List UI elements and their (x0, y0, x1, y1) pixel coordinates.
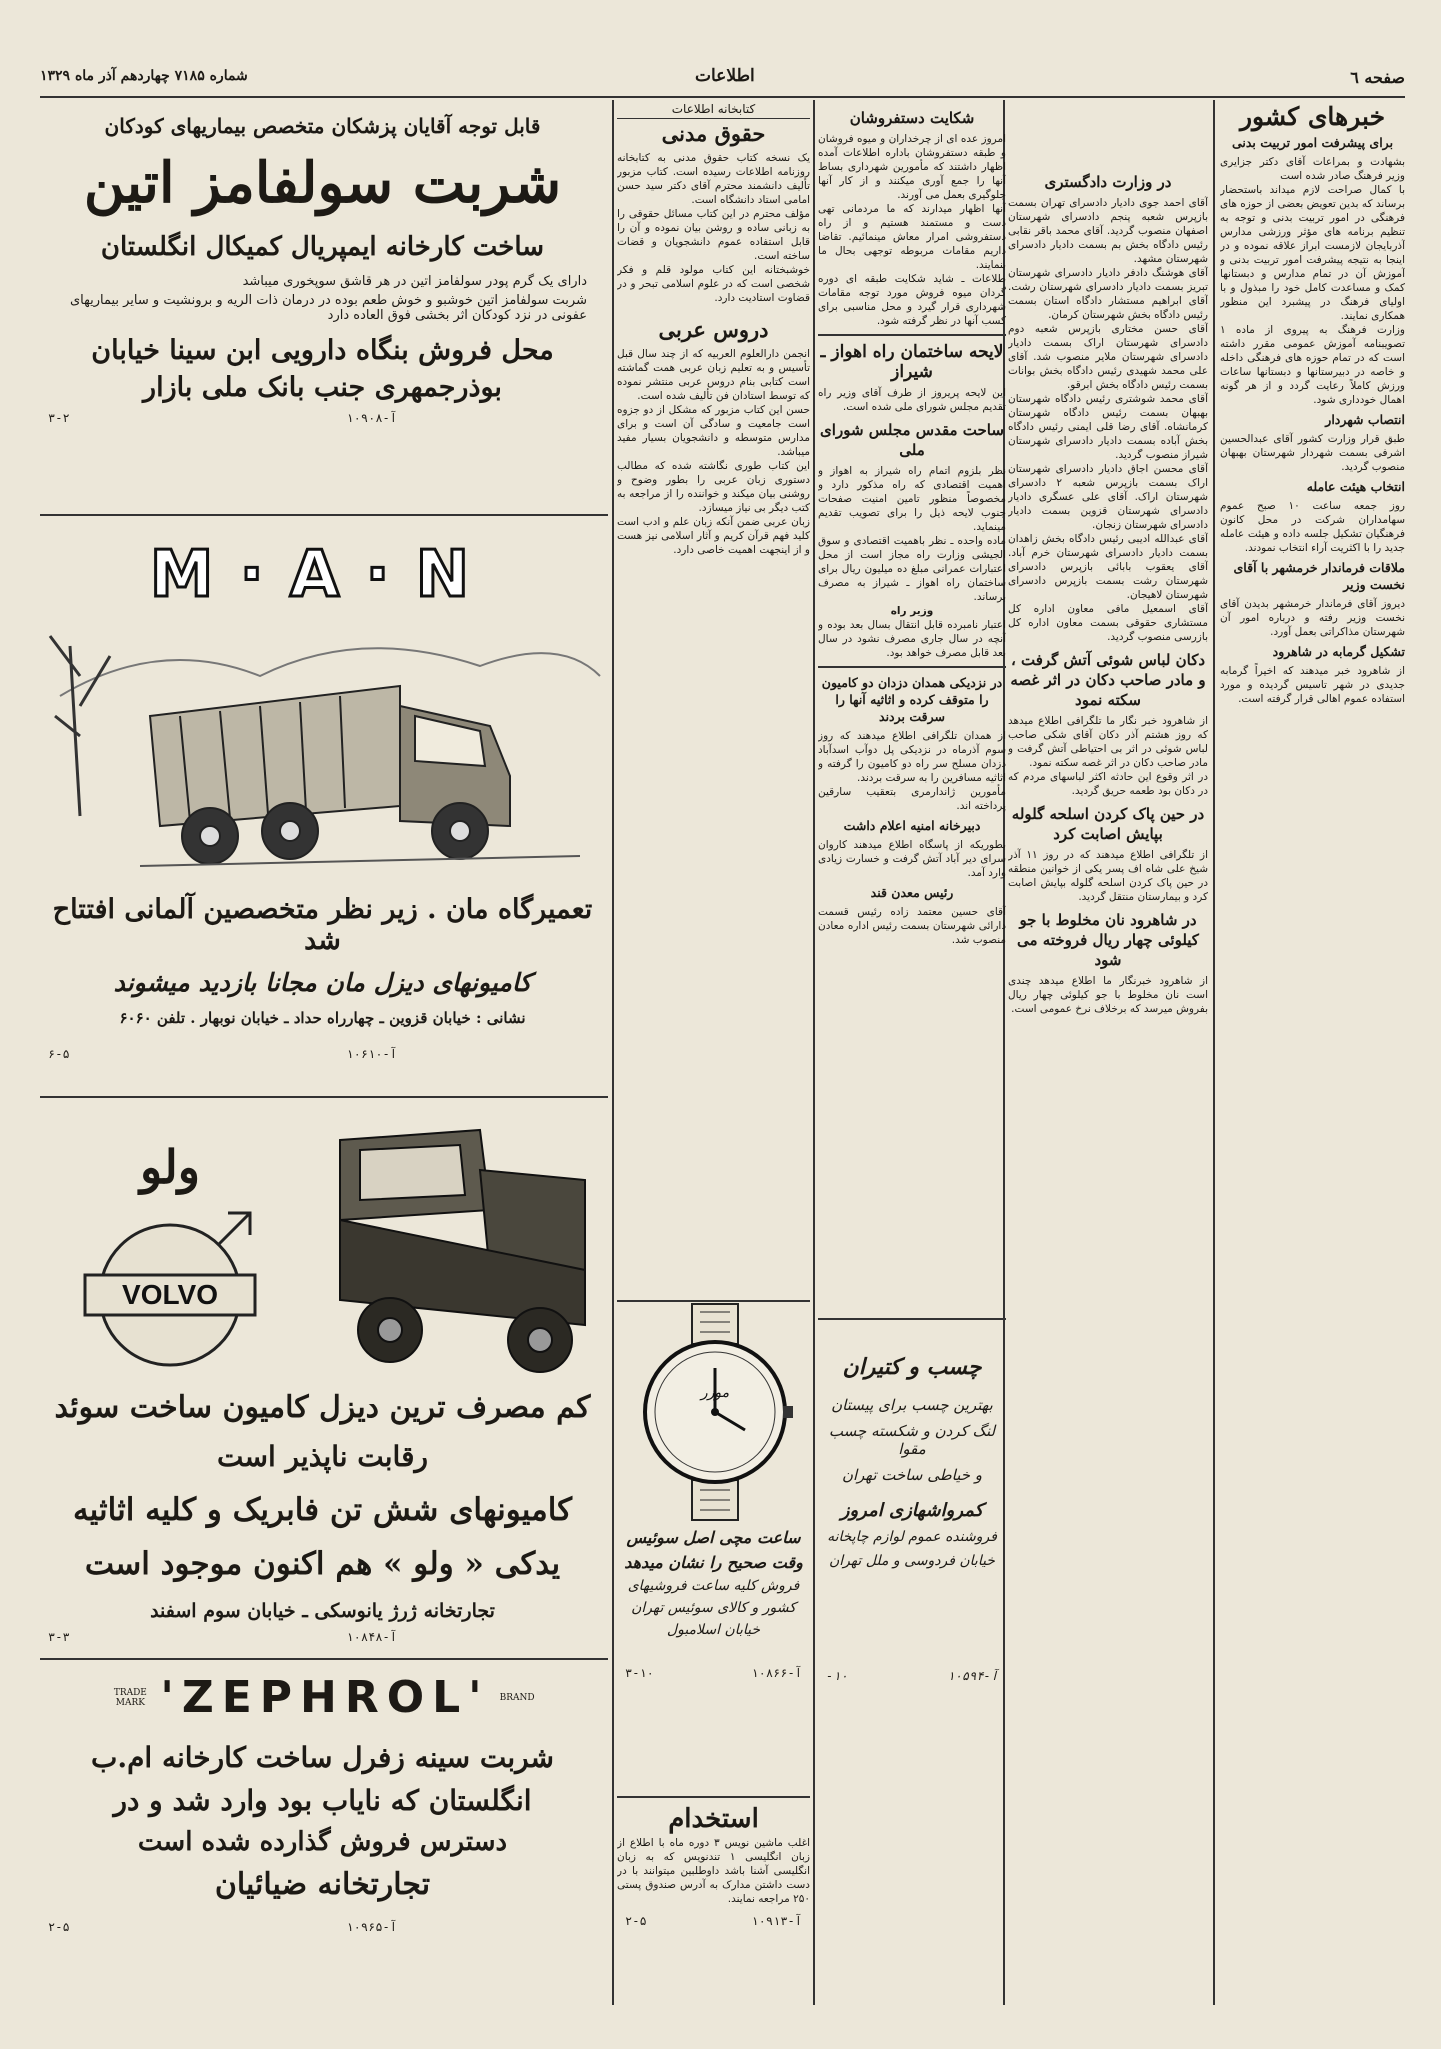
civil-law-p1: یک نسخه کتاب حقوق مدنی به کتابخانه روزنامه اطلاعات رسیده است. کتاب مزبور تألیف دانشمند محترم آقای دکتر سید حسن امامی استاد دانشگاه است. (617, 152, 810, 206)
man-truck-illustration (40, 616, 605, 886)
sulfa-top: قابل توجه آقایان پزشکان متخصص بیماریهای کودکان (104, 114, 541, 138)
volvo-code: آ-۱۰۸۴۸ (346, 1630, 397, 1644)
bread-heading: در شاهرود نان مخلوط با جو کیلوئی چهار ریال فروخته می شود (1017, 911, 1199, 969)
truck-icon (50, 636, 600, 866)
watch-code-row (617, 1666, 810, 1680)
ad-divider (40, 1096, 608, 1098)
zephrol-code-row (40, 1920, 605, 1934)
road-p4: اعتبار نامبرده قابل انتقال بسال بعد بوده و آنچه در سال جاری مصرف نشود در سال بعد قابل مصرف خواهد بود. (818, 619, 1006, 659)
theft-p2: مأمورین ژاندارمری بتعقیب سارقین پرداخته اند. (818, 786, 1006, 812)
man-code: آ-۱۰۶۱۰ (346, 1047, 397, 1061)
volvo-logo: VOLVO (122, 1279, 218, 1310)
volvo-truck-icon (340, 1130, 585, 1372)
volvo-line2: رقابت ناپذیر است (216, 1440, 428, 1473)
column-divider (813, 100, 815, 2005)
vendors-column (818, 102, 1006, 1312)
man-line1: تعمیرگاه مان . زیر نظر متخصصین آلمانی افتتاح شد (52, 894, 593, 956)
chief-heading: رئیس معدن قند (870, 885, 954, 900)
glue-ad-line4: و خیاطی ساخت تهران (841, 1466, 983, 1484)
theft-heading: در نزدیکی همدان دزدان دو کامیون را متوقف کرده و اثاثیه آنها را سرقت بردند (821, 675, 1003, 724)
hire-text: اغلب ماشین نویس ۳ دوره ماه با اطلاع از زبان انگلیسی ۱ تندنویس که به زبان انگلیسی آشنا باشد داوطلبین میتوانند با در دست داشتن مدارک به آدرس صندوق پستی ۲۵۰ مراجعه نمایند. (617, 1837, 810, 1905)
sulfa-ad (40, 102, 605, 512)
arabic-p2: حسن این کتاب مزبور که مشکل از دو جزوه است جامعیت و سادگی آن است و برای مدارس متوسطه و دانشجویان بسیار مفید میباشد. (617, 404, 810, 458)
zephrol-code: آ-۱۰۹۶۵ (346, 1920, 397, 1934)
meeting-body: دیروز آقای فرماندار خرمشهر بدیدن آقای نخست وزیر رفته و درباره امور آن شهرستان مذاکراتی بعمل آورد. (1220, 598, 1405, 638)
hotel-body: بطوریکه از پاسگاه اطلاع میدهند کاروان سرای دیر آباد آتش گرفت و خسارت زیادی وارد آمد. (818, 839, 1006, 879)
watch-ad-line1: ساعت مچی اصل سوئیس (626, 1528, 801, 1547)
road-subheading: ساحت مقدس مجلس شورای ملی (820, 421, 1004, 459)
justice-p1: آقای احمد جوی دادیار دادسرای تهران بسمت بازپرس شعبه پنجم دادسرای شهرستان اصفهان منصوب گردید. آقای محمد باقر نقابی رئیس دادگاه بخش بم بسمت دادیار دادسرای شهرستان مشهد. (1008, 197, 1208, 265)
bath-heading: تشکیل گرمابه در شاهرود (1272, 644, 1405, 659)
section-rule (818, 334, 1006, 336)
volvo-line3: کامیونهای شش تن فابریک و کلیه اثاثیه (73, 1492, 572, 1528)
appoint-heading: انتصاب شهردار (1325, 412, 1405, 427)
zephrol-trademark: TRADE MARK (113, 1687, 147, 1708)
justice-p6: آقای عبدالله ادیبی رئیس دادگاه بخش زاهدان بسمت دادیار دادسرای شهرستان خرم آباد. آقای یعقوب بابائی بازپرس دادسرای شهرستان رشت بسمت بازپرس دادسرای شهرستان لاهیجان. (1008, 533, 1208, 601)
man-line2: کامیونهای دیزل مان مجانا بازدید میشوند (113, 968, 532, 997)
volvo-ad (40, 1100, 605, 1655)
glue-ad-code: آ-۱۰۵۹۴ (947, 1669, 998, 1683)
volvo-title: ولو (140, 1140, 200, 1194)
sulfa-addr: بوذرجمهری جنب بانک ملی بازار (143, 372, 502, 403)
ad-divider (40, 1658, 608, 1660)
road-p1: این لایحه پریروز از طرف آقای وزیر راه تقدیم مجلس شورای ملی شده است. (818, 387, 1006, 413)
justice-p4: آقای محمد شوشتری رئیس دادگاه شهرستان بهبهان بسمت رئیس دادگاه شهرستان کرمانشاه. آقای رضا قلی ایمنی رئیس دادگاه بخش آباده بسمت دادیار دادسرای شهرستان شیراز منصوب گردید. (1008, 393, 1208, 461)
bread-body: از شاهرود خبرنگار ما اطلاع میدهد چندی است نان مخلوط با جو کیلوئی چهار ریال بفروش میرسد که برخلاف نرخ عمومی است. (1008, 975, 1208, 1015)
glue-ad-code-row (818, 1669, 1006, 1683)
gun-body: از تلگرافی اطلاع میدهند که در روز ۱۱ آذر شیخ علی شاه اف پسر یکی از خوانین منطقه در حین پاک کردن اسلحه گلوله بپایش اصابت کرد و بیمارستان منتقل گردید. (1008, 849, 1208, 903)
justice-title: در وزارت دادگستری (1044, 173, 1172, 191)
road-heading: لایحه ساختمان راه اهواز ـ شیراز (820, 342, 1004, 382)
man-ad (40, 518, 605, 1093)
country-news-title: خبرهای کشور (1239, 102, 1386, 131)
meeting-heading: ملاقات فرماندار خرمشهر با آقای نخست وزیر (1233, 560, 1405, 592)
sulfa-maker: ساخت کارخانه ایمپریال کمیکال انگلستان (100, 232, 545, 262)
progress-heading: برای پیشرفت امور تربیت بدنی (1231, 135, 1394, 150)
glue-ad-line5: کمرواشهازی امروز (840, 1500, 984, 1521)
sulfa-p1: دارای یک گرم پودر سولفامز اتین در هر قاشق سوپخوری میباشد (242, 274, 587, 289)
vendors-title: شکایت دستفروشان (849, 109, 975, 127)
appoint-body: طبق قرار وزارت کشور آقای عبدالحسین اشرفی بسمت شهردار شهرستان بهبهان منصوب گردید. (1220, 433, 1405, 473)
zephrol-line1: شربت سینه زفرل ساخت کارخانه ام.ب (90, 1741, 555, 1774)
civil-law-p3: خوشبختانه این کتاب مولود قلم و فکر شخصی است که در علوم اسلامی تبحر و در قضاوت استادیت دارد. (617, 264, 810, 304)
justice-column (1008, 102, 1208, 2002)
hire-ad (617, 1796, 810, 2008)
arabic-p1: انجمن دارالعلوم العربیه که از چند سال قبل تأسیس و به تعلیم زبان عربی همت گماشته است کتابی بنام دروس عربی منتشر نموده که توسط استادان فن تألیف شده است. (617, 348, 810, 402)
header-rule (40, 96, 1405, 98)
shop-fire-heading: دکان لباس شوئی آتش گرفت ، و مادر صاحب دکان در اثر غصه سکته نمود (1010, 651, 1206, 709)
sulfa-shop: محل فروش بنگاه دارویی ابن سینا خیابان (91, 335, 554, 366)
sulfa-name: شربت سولفامز اتین (83, 150, 562, 216)
progress-lead: بشهادت و بمراعات آقای دکتر جزایری وزیر فرهنگ صادر شده است (1220, 156, 1405, 182)
justice-p3: آقای حسن مختاری بازپرس شعبه دوم دادسرای شهرستان اراک بسمت دادیار دادسرای شهرستان ملایر منصوب شد. آقای علی محمد شهیدی رئیس دادگاه بخش بوانات بسمت رئیس دادگاه بخش ابرقو. (1008, 323, 1208, 391)
watch-ad (617, 1300, 810, 1790)
glue-ad-line1: چسب و کتیران (842, 1354, 982, 1380)
column-divider (1213, 100, 1215, 2005)
zephrol-line4: تجارتخانه ضیائیان (214, 1867, 431, 1902)
vendors-p2: آنها اظهار میدارند که ما مردمانی تهی دست و مستمند هستیم و از راه دستفروشی امرار معاش مینمائیم. تقاضا داریم مقامات مربوطه توجهی بحال ما بنمایند. (818, 203, 1006, 271)
watch-code: آ-۱۰۸۶۶ (751, 1666, 802, 1680)
arabic-p4: زبان عربی ضمن آنکه زبان علم و ادب است کلید فهم قرآن کریم و آثار اسلامی نیز هست و از اینجهت اهمیت خاصی دارد. (617, 516, 810, 556)
watch-icon (645, 1304, 793, 1520)
volvo-illustration (40, 1100, 605, 1400)
road-p3: ماده واحده ـ نظر باهمیت اقتصادی و سوق الجیشی وزارت راه مجاز است از محل اعتبارات عمرانی مبلغ ده میلیون ریال برای ساختمان راه اهواز ـ شیراز به مصرف برساند. (818, 535, 1006, 603)
hire-code-row (617, 1914, 810, 1928)
library-label: کتابخانه اطلاعات (617, 102, 810, 119)
man-code-row (40, 1047, 605, 1061)
zephrol-line3: دسترس فروش گذارده شده است (137, 1827, 508, 1857)
date-line: شماره ۷۱۸۵ چهاردهم آذر ماه ۱۳۲۹ (40, 68, 248, 84)
justice-p5: آقای محسن اجاق دادیار دادسرای شهرستان اراک بسمت بازپرس شعبه ۲ دادسرای شهرستان اراک. آقای علی عسگری دادیار دادسرای شهرستان قزوین بسمت دادیار دادسرای شهرستان زنجان. (1008, 463, 1208, 531)
progress-body-2: وزارت فرهنگ به پیروی از ماده ۱ تصویبنامه آموزش عمومی مقرر داشته است که در تمام حوزه های فرهنگی داخله و خاصه در دبیرستانها و دبستانها ساعات ورزش کاملاً رعایت گردد و از هر گونه اهمال خودداری شود. (1220, 324, 1405, 406)
hotel-heading: دبیرخانه امنیه اعلام داشت (843, 818, 981, 833)
hire-code: آ-۱۰۹۱۳ (751, 1914, 802, 1928)
books-column (617, 102, 810, 1342)
sulfa-code-row (40, 411, 605, 425)
paper-name: اطلاعات (695, 66, 755, 86)
zephrol-name: 'ZEPHROL' (160, 1672, 490, 1723)
vendors-p3: طلاعات ـ شاید شکایت طبقه ای دوره گردان میوه فروش مورد توجه مقامات شهرداری قرار گیرد و محل مناسبی برای کسب آنها در نظر گرفته شود. (818, 273, 1006, 327)
volvo-code-row (40, 1630, 605, 1644)
civil-law-p2: مؤلف محترم در این کتاب مسائل حقوقی را به زبانی ساده و روشن بیان نموده و آن را قابل استفاده عموم دانشجویان و قضات ساخته است. (617, 208, 810, 262)
gun-heading: در حین پاک کردن اسلحه گلوله بپایش اصابت کرد (1011, 805, 1205, 843)
watch-ad-line2: وقت صحیح را نشان میدهد (624, 1553, 803, 1572)
man-num: ۶-۵ (48, 1047, 70, 1061)
zephrol-num: ۲-۵ (48, 1920, 70, 1934)
election-heading: انتخاب هیئت عامله (1306, 479, 1405, 494)
chief-body: آقای حسین معتمد زاده رئیس قسمت دارائی شهرستان بسمت رئیس اداره معادن منصوب شد. (818, 906, 1006, 946)
volvo-num: ۳-۳ (48, 1630, 70, 1644)
election-body: روز جمعه ساعت ۱۰ صبح عموم سهامداران شرکت در محل کانون فرهنگیان تشکیل جلسه داده و هیئت عامله جدید را با اکثریت آراء انتخاب نمودند. (1220, 500, 1405, 554)
bath-body: از شاهرود خبر میدهند که اخیراً گرمابه جدیدی در شهر تاسیس گردیده و مورد استفاده عموم اهالی قرار گرفته است. (1220, 665, 1405, 705)
vendors-p1: امروز عده ای از چرخداران و میوه فروشان و طبقه دستفروشان باداره اطلاعات آمده اظهار داشتند که مأمورین شهرداری بساط آنها را جمع آوری میکنند و از کار آنها جلوگیری بعمل می آورند. (818, 133, 1006, 201)
shop-fire-body-2: در اثر وقوع این حادثه اکثر لباسهای مردم که در دکان بود طعمه حریق گردید. (1008, 771, 1208, 797)
volvo-line1: کم مصرف ترین دیزل کامیون ساخت سوئد (54, 1390, 591, 1425)
watch-ad-line3: فروش کلیه ساعت فروشیهای (627, 1578, 800, 1594)
sulfa-p2: شربت سولفامز اتین خوشبو و خوش طعم بوده در درمان ذات الریه و برونشیت و سایر بیماریهای عفونی در نزد کودکان اثر بخشی فوق العاده دارد (69, 293, 587, 323)
glue-ad-line2: بهترین چسب برای پیستان (831, 1396, 993, 1414)
man-logo: M·A·N (149, 538, 496, 612)
glue-ad-line3: لنگ کردن و شکسته چسب مقوا (828, 1422, 996, 1458)
sulfa-code: آ-۱۰۹۰۸ (346, 411, 397, 425)
civil-law-title: حقوق مدنی (661, 121, 766, 146)
watch-num: ۳-۱۰ (625, 1666, 654, 1680)
arabic-title: دروس عربی (658, 317, 769, 342)
watch-ad-line5: خیابان اسلامبول (666, 1622, 761, 1638)
arabic-p3: این کتاب طوری نگاشته شده که مطالب دستوری زبان عربی را بطور وضوح و روشنی بیان میکند و خواننده را از مراجعه به کتب دیگر بی نیاز میسازد. (617, 460, 810, 514)
volvo-addr: تجارتخانه ژرژ یانوسکی ـ خیابان سوم اسفند (150, 1600, 495, 1622)
glue-ad-num: ۱۰- (826, 1669, 848, 1683)
section-rule (818, 666, 1006, 668)
progress-body: با کمال صراحت لازم میداند باستحضار برساند که بدین تعویض بعضی از حوزه های فرهنگی در امور تربیت بدنی و توجه به تنظیم برنامه های مؤثر ورزشی مدارس آذربایجان لازمست ابراز علاقه نموده و در اینجا به نتیجه پیشرفت امور تربیت بدنی و آموزش آن در تمام مدارس و دبستانها کمک و مساعدت کامل خود را مبذول و با اولیای فرهنگ در پیشبرد این منظور همکاری نمایند. (1220, 184, 1405, 322)
theft-p1: از همدان تلگرافی اطلاع میدهند که روز سوم آذرماه در نزدیکی پل دوآب اسدآباد دزدان مسلح سر راه دو کامیون را گرفته و اثاثیه مسافرین را به سرقت بردند. (818, 730, 1006, 784)
page-header (40, 60, 1405, 94)
zephrol-ad (40, 1662, 605, 2002)
hire-num: ۲-۵ (625, 1914, 647, 1928)
man-addr: نشانی : خیابان قزوین ـ چهارراه حداد ـ خیابان نوبهار . تلفن ۶۰۶۰ (119, 1009, 526, 1027)
shop-fire-body: از شاهرود خبر نگار ما تلگرافی اطلاع میدهد که روز هشتم آذر دکان آقای شکی صاحب لباس شوئی در اثر بی احتیاطی آتش گرفت و مادر صاحب دکان در اثر غصه سکته نمود. (1008, 715, 1208, 769)
volvo-line4: یدکی « ولو » هم اکنون موجود است (84, 1546, 561, 1582)
zephrol-line2: انگلستان که نایاب بود وارد شد و در (113, 1784, 532, 1817)
column-divider (612, 100, 614, 2005)
watch-brand: موزر (700, 1385, 730, 1401)
watch-illustration (620, 1302, 810, 1522)
justice-p2: آقای هوشنگ دادفر دادیار دادسرای شهرستان تبریز بسمت دادیار دادسرای شهرستان رشت. آقای ابراهیم مستشار دادگاه استان بسمت رئیس دادگاه بخش شهرستان کرمان. (1008, 267, 1208, 321)
road-signature: وزیر راه (890, 605, 934, 617)
glue-ad (818, 1318, 1006, 1838)
justice-p7: آقای اسمعیل مافی معاون اداره کل مستشاری حقوقی بسمت معاون اداره کل بازرسی منصوب گردید. (1008, 603, 1208, 643)
sulfa-num: ۳-۲ (48, 411, 70, 425)
zephrol-brand-row (40, 1672, 605, 1723)
watch-ad-line4: کشور و کالای سوئیس تهران (631, 1600, 796, 1616)
glue-ad-line6: فروشنده عموم لوازم چاپخانه (827, 1529, 997, 1545)
glue-ad-line7: خیابان فردوسی و ملل تهران (829, 1553, 995, 1569)
page-label: صفحه ٦ (1350, 68, 1405, 87)
road-p2: نظر بلزوم اتمام راه شیراز به اهواز و اهمیت اقتصادی که راه مذکور دارد و مخصوصاً منظور تامین امنیت صفحات جنوب لایحه ذیل را برای تصویب تقدیم مینماید. (818, 465, 1006, 533)
hire-title: استخدام (668, 1804, 759, 1834)
country-news-column (1220, 102, 1405, 2002)
ad-divider (40, 514, 608, 516)
zephrol-brand: BRAND (499, 1692, 535, 1703)
